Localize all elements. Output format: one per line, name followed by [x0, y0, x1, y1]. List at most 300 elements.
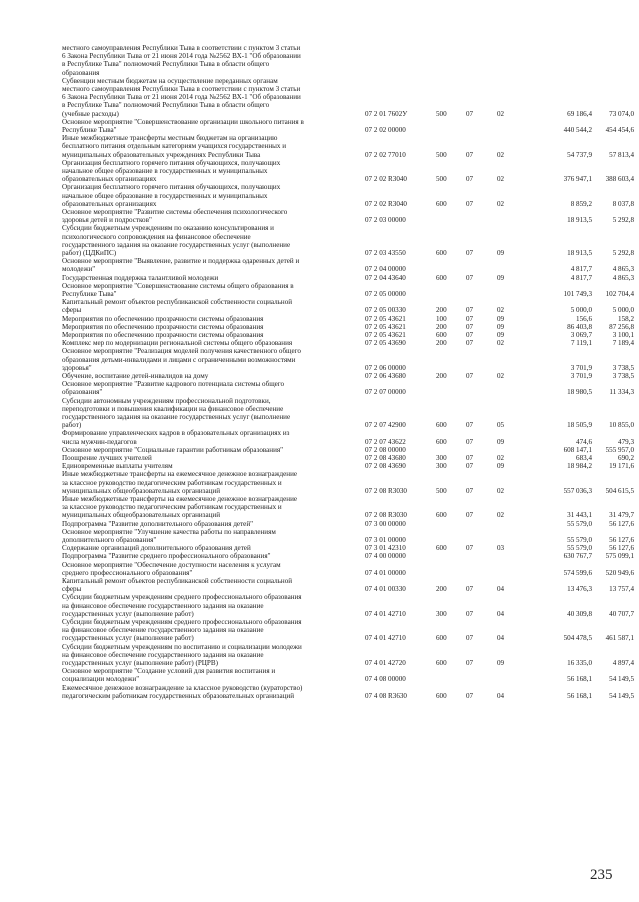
amount-year-1: 55 579,0	[567, 535, 592, 544]
description-line: Единовременные выплаты учителям	[62, 462, 173, 471]
description-line: Организация бесплатного горячего питания обучающихся, получающих	[62, 183, 281, 192]
amount-year-2: 388 603,4	[605, 175, 634, 184]
amount-year-2: 5 000,0	[612, 306, 634, 315]
description-line: Содержание организаций дополнительного образования детей	[62, 544, 251, 553]
table-row	[0, 577, 639, 593]
table-row	[0, 315, 639, 323]
row-description	[62, 331, 358, 339]
row-description	[62, 224, 358, 257]
row-description	[62, 454, 358, 462]
amount-year-1: 7 119,1	[570, 339, 592, 348]
row-description	[62, 257, 358, 273]
table-row	[0, 380, 639, 396]
amount-year-2: 54 149,5	[609, 691, 634, 700]
section: 07	[466, 248, 474, 257]
row-description	[62, 552, 358, 560]
row-description	[62, 315, 358, 323]
amount-year-1: 31 443,1	[567, 511, 592, 520]
table-row	[0, 446, 639, 454]
description-line: образования детьми-инвалидами и лицами с ограниченными возможностями	[62, 355, 296, 364]
table-row	[0, 257, 639, 273]
budget-code: 07 2 05 43621	[365, 314, 406, 323]
amount-year-2: 479,3	[618, 437, 634, 446]
amount-year-1: 18 505,9	[567, 421, 592, 430]
row-description	[62, 44, 358, 77]
row-description	[62, 323, 358, 331]
expense-type: 200	[436, 339, 447, 348]
budget-code: 07 2 05 43621	[365, 331, 406, 339]
amount-year-2: 5 292,8	[612, 216, 634, 225]
row-description	[62, 282, 358, 298]
section: 07	[466, 634, 474, 643]
expense-type: 600	[436, 691, 447, 700]
table-row	[0, 77, 639, 118]
amount-year-1: 557 036,3	[563, 486, 592, 495]
description-line: работ) (ЦДКиПС)	[62, 249, 117, 257]
table-row	[0, 462, 639, 470]
table-row	[0, 561, 639, 577]
amount-year-2: 54 149,5	[609, 675, 634, 684]
budget-code: 07 2 07 43622	[365, 437, 406, 446]
description-line: сферы	[62, 585, 82, 594]
section: 07	[466, 585, 474, 594]
description-line: в Республике Тыва" полномочий Республики Тыва в области общего	[62, 60, 270, 69]
description-line: образовательных организациях	[62, 175, 157, 184]
amount-year-1: 56 168,1	[567, 691, 592, 700]
expense-type: 600	[436, 658, 447, 667]
budget-code: 07 2 03 43550	[365, 248, 406, 257]
amount-year-1: 86 403,8	[567, 322, 592, 331]
amount-year-1: 101 749,3	[563, 289, 592, 298]
budget-code: 07 2 05 43690	[365, 339, 406, 348]
description-line: муниципальных образовательных учреждениях Республики Тыва	[62, 150, 261, 159]
description-line: Субвенции местным бюджетам на осуществление переданных органам	[62, 76, 278, 85]
amount-year-1: 4 817,7	[570, 273, 592, 282]
amount-year-1: 13 476,3	[567, 585, 592, 594]
budget-code: 07 4 01 00000	[365, 568, 406, 577]
description-line: Основное мероприятие "Обеспечение доступности населения к услугам	[62, 560, 281, 569]
table-row	[0, 183, 639, 208]
description-line: на финансовое обеспечение государственного задания на оказание	[62, 601, 264, 610]
section: 07	[466, 339, 474, 348]
budget-code: 07 2 02 77010	[365, 150, 406, 159]
row-description	[62, 544, 358, 552]
budget-code: 07 4 01 00330	[365, 585, 406, 594]
amount-year-2: 555 957,0	[605, 445, 634, 454]
description-line: Мероприятия по обеспечению прозрачности системы образования	[62, 314, 264, 323]
amount-year-2: 8 037,8	[612, 199, 634, 208]
row-description	[62, 183, 358, 208]
table-row	[0, 643, 639, 668]
table-row	[0, 323, 639, 331]
subsection: 09	[497, 437, 505, 446]
description-line: дополнительного образования"	[62, 536, 157, 544]
subsection: 05	[497, 421, 505, 430]
description-line: начальное общее образование в государственных и муниципальных	[62, 167, 268, 175]
description-line: Капитальный ремонт объектов республиканской собственности социальной	[62, 298, 293, 307]
row-description	[62, 372, 358, 380]
budget-code: 07 4 01 42710	[365, 634, 406, 643]
description-line: Основное мероприятие "Улучшение качества работы по направлениям	[62, 527, 276, 536]
description-line: Субсидии бюджетным учреждениям среднего профессионального образования	[62, 618, 302, 626]
amount-year-2: 19 171,6	[609, 462, 634, 471]
budget-code: 07 2 04 00000	[365, 265, 406, 274]
amount-year-1: 608 147,1	[563, 445, 592, 454]
subsection: 04	[497, 634, 505, 643]
row-description	[62, 118, 358, 134]
amount-year-2: 5 292,8	[612, 248, 634, 257]
description-line: Поощрение лучших учителей	[62, 454, 152, 462]
section: 07	[466, 486, 474, 495]
amount-year-1: 54 737,9	[567, 150, 592, 159]
subsection: 02	[497, 199, 505, 208]
table-row	[0, 397, 639, 430]
description-line: Субсидии бюджетным учреждениям по воспитанию и социализации молодежи	[62, 642, 302, 651]
section: 07	[466, 454, 474, 462]
amount-year-2: 31 479,7	[609, 511, 634, 520]
section: 07	[466, 544, 474, 553]
amount-year-1: 3 069,7	[570, 331, 592, 339]
section: 07	[466, 609, 474, 618]
description-line: за классное руководство педагогическим работникам государственных и	[62, 478, 282, 487]
section: 07	[466, 462, 474, 471]
subsection: 09	[497, 314, 505, 323]
table-row	[0, 159, 639, 184]
description-line: Обучение, воспитание детей-инвалидов на дому	[62, 372, 209, 380]
description-line: Основное мероприятие "Развитие системы обеспечения психологического	[62, 208, 288, 216]
description-line: Основное мероприятие "Развитие кадрового потенциала системы общего	[62, 380, 285, 389]
description-line: Субсидии бюджетным учреждениям среднего профессионального образования	[62, 593, 302, 602]
amount-year-1: 4 817,7	[570, 265, 592, 274]
subsection: 02	[497, 372, 505, 380]
expense-type: 600	[436, 199, 447, 208]
budget-code: 07 3 01 00000	[365, 535, 406, 544]
amount-year-2: 56 127,6	[609, 519, 634, 528]
description-line: переподготовки и повышения квалификации на финансовое обеспечение	[62, 404, 284, 413]
amount-year-2: 87 256,8	[609, 322, 634, 331]
amount-year-2: 3 100,1	[612, 331, 634, 339]
description-line: за классное руководство педагогическим работникам государственных и	[62, 503, 282, 512]
amount-year-1: 630 767,7	[563, 552, 592, 561]
subsection: 09	[497, 322, 505, 331]
row-description	[62, 298, 358, 314]
table-row	[0, 618, 639, 643]
description-line: 6 Закона Республики Тыва от 21 июня 2014 года №2562 ВХ-1 "Об образовании	[62, 52, 301, 61]
amount-year-1: 504 478,5	[563, 634, 592, 643]
description-line: молодежи"	[62, 265, 96, 274]
expense-type: 500	[436, 150, 447, 159]
subsection: 02	[497, 109, 505, 118]
amount-year-1: 18 984,2	[567, 462, 592, 471]
description-line: в Республике Тыва" полномочий Республики Тыва в области общего	[62, 101, 270, 110]
budget-code: 07 2 06 00000	[365, 363, 406, 372]
table-row	[0, 118, 639, 134]
table-row	[0, 44, 639, 77]
description-line: Субсидии бюджетным учреждениям по оказанию консультирования и	[62, 224, 274, 233]
table-row	[0, 208, 639, 224]
subsection: 03	[497, 544, 505, 553]
subsection: 04	[497, 691, 505, 700]
description-line: (учебные расходы)	[62, 109, 119, 118]
row-description	[62, 495, 358, 520]
amount-year-2: 40 707,7	[609, 609, 634, 618]
expense-type: 500	[436, 486, 447, 495]
amount-year-2: 158,2	[618, 314, 634, 323]
amount-year-2: 57 813,4	[609, 150, 634, 159]
subsection: 09	[497, 462, 505, 471]
amount-year-2: 3 738,5	[612, 363, 634, 372]
description-line: Подпрограмма "Развитие среднего профессионального образования"	[62, 552, 271, 561]
description-line: на финансовое обеспечение государственного задания на оказание	[62, 650, 264, 659]
budget-code: 07 3 00 00000	[365, 519, 406, 528]
description-line: государственного задания на оказание государственных услуг (выполнение	[62, 413, 291, 421]
amount-year-1: 474,6	[576, 437, 592, 446]
amount-year-2: 11 334,3	[609, 388, 634, 397]
description-line: Основное мероприятие "Совершенствование организации школьного питания в	[62, 117, 304, 126]
row-description	[62, 397, 358, 430]
section: 07	[466, 273, 474, 282]
amount-year-1: 18 980,5	[567, 388, 592, 397]
amount-year-1: 40 309,8	[567, 609, 592, 618]
amount-year-2: 461 587,1	[605, 634, 634, 643]
description-line: социализации молодежи"	[62, 675, 140, 684]
row-description	[62, 643, 358, 668]
description-line: местного самоуправления Республики Тыва в соответствии с пунктом 3 статьи	[62, 85, 301, 93]
row-description	[62, 684, 358, 700]
table-row	[0, 347, 639, 372]
description-line: Мероприятия по обеспечению прозрачности системы образования	[62, 331, 264, 339]
description-line: Основное мероприятие "Реализация моделей получения качественного общего	[62, 347, 301, 356]
amount-year-2: 56 127,6	[609, 535, 634, 544]
row-description	[62, 561, 358, 577]
budget-code: 07 2 03 00000	[365, 216, 406, 225]
subsection: 04	[497, 609, 505, 618]
expense-type: 300	[436, 609, 447, 618]
amount-year-2: 7 189,4	[612, 339, 634, 348]
table-row	[0, 339, 639, 347]
description-line: Иные межбюджетные трансферты на ежемесячное денежное вознаграждение	[62, 470, 298, 479]
description-line: Ежемесячное денежное вознаграждение за классное руководство (кураторство)	[62, 683, 303, 692]
description-line: Комплекс мер по модернизации региональной системы общего образования	[62, 339, 293, 348]
budget-code: 07 2 06 43680	[365, 372, 406, 380]
table-row	[0, 224, 639, 257]
amount-year-1: 69 186,4	[567, 109, 592, 118]
amount-year-1: 376 947,1	[563, 175, 592, 184]
amount-year-1: 56 168,1	[567, 675, 592, 684]
description-line: Мероприятия по обеспечению прозрачности системы образования	[62, 322, 264, 331]
section: 07	[466, 109, 474, 118]
section: 07	[466, 691, 474, 700]
amount-year-1: 5 000,0	[570, 306, 592, 315]
amount-year-2: 56 127,6	[609, 544, 634, 553]
section: 07	[466, 437, 474, 446]
row-description	[62, 667, 358, 683]
description-line: государственных услуг (выполнение работ)	[62, 634, 194, 643]
subsection: 02	[497, 486, 505, 495]
table-row	[0, 593, 639, 618]
description-line: Организация бесплатного горячего питания обучающихся, получающих	[62, 158, 281, 167]
expense-type: 600	[436, 273, 447, 282]
amount-year-1: 156,6	[576, 314, 592, 323]
budget-code: 07 2 04 43640	[365, 273, 406, 282]
description-line: бесплатного питания отдельным категориям учащихся государственных и	[62, 142, 287, 151]
amount-year-2: 575 099,1	[605, 552, 634, 561]
description-line: государственных услуг (выполнение работ) (РЦРВ)	[62, 659, 218, 667]
amount-year-2: 3 738,5	[612, 372, 634, 380]
table-row	[0, 470, 639, 495]
description-line: Капитальный ремонт объектов республиканской собственности социальной	[62, 577, 293, 585]
amount-year-1: 18 913,5	[567, 216, 592, 225]
description-line: муниципальных общеобразовательных организаций	[62, 486, 221, 495]
table-row	[0, 429, 639, 445]
amount-year-2: 10 855,0	[609, 421, 634, 430]
subsection: 09	[497, 248, 505, 257]
description-line: Субсидии автономным учреждениям профессиональной подготовки,	[62, 396, 271, 405]
amount-year-2: 4 865,3	[612, 265, 634, 274]
table-row	[0, 544, 639, 552]
subsection: 09	[497, 273, 505, 282]
expense-type: 300	[436, 454, 447, 462]
row-description	[62, 429, 358, 445]
expense-type: 200	[436, 306, 447, 315]
budget-code: 07 2 08 R3030	[365, 511, 407, 520]
description-line: государственных услуг (выполнение работ)	[62, 609, 194, 618]
expense-type: 200	[436, 322, 447, 331]
budget-code: 07 2 02 00000	[365, 125, 406, 134]
section: 07	[466, 421, 474, 430]
amount-year-2: 520 949,6	[605, 568, 634, 577]
expense-type: 600	[436, 437, 447, 446]
budget-code: 07 2 08 00000	[365, 445, 406, 454]
table-row	[0, 331, 639, 339]
budget-code: 07 2 02 R3040	[365, 175, 407, 184]
amount-year-2: 4 897,4	[612, 658, 634, 667]
table-row	[0, 667, 639, 683]
section: 07	[466, 150, 474, 159]
row-description	[62, 446, 358, 454]
budget-code: 07 2 05 43621	[365, 322, 406, 331]
description-line: здоровья детей и подростков"	[62, 216, 152, 225]
description-line: психологического сопровождения на финансовое обеспечение	[62, 232, 251, 241]
budget-code: 07 2 08 43690	[365, 462, 406, 471]
subsection: 09	[497, 331, 505, 339]
description-line: здоровья"	[62, 363, 92, 372]
budget-code: 07 4 01 42710	[365, 609, 406, 618]
table-row	[0, 684, 639, 700]
row-description	[62, 274, 358, 282]
subsection: 02	[497, 150, 505, 159]
section: 07	[466, 314, 474, 323]
description-line: Республике Тыва"	[62, 290, 117, 298]
amount-year-1: 683,4	[576, 454, 592, 462]
description-line: Иные межбюджетные трансферты местным бюджетам на организацию	[62, 134, 278, 143]
description-line: Формирование управленческих кадров в образовательных организациях из	[62, 429, 290, 438]
expense-type: 200	[436, 372, 447, 380]
section: 07	[466, 306, 474, 315]
subsection: 04	[497, 585, 505, 594]
amount-year-2: 690,2	[618, 454, 634, 462]
budget-code: 07 4 01 42720	[365, 658, 406, 667]
table-row	[0, 528, 639, 544]
expense-type: 600	[436, 544, 447, 553]
description-line: 6 Закона Республики Тыва от 21 июня 2014 года №2562 ВХ-1 "Об образовании	[62, 93, 301, 102]
table-row	[0, 282, 639, 298]
description-line: муниципальных общеобразовательных организаций	[62, 511, 221, 520]
amount-year-1: 55 579,0	[567, 519, 592, 528]
expense-type: 600	[436, 331, 447, 339]
row-description	[62, 347, 358, 372]
amount-year-1: 440 544,2	[563, 125, 592, 134]
amount-year-2: 102 704,4	[605, 289, 634, 298]
description-line: Государственная поддержка талантливой молодежи	[62, 273, 219, 282]
table-row	[0, 372, 639, 380]
section: 07	[466, 322, 474, 331]
table-row	[0, 274, 639, 282]
section: 07	[466, 372, 474, 380]
amount-year-2: 504 615,5	[605, 486, 634, 495]
amount-year-1: 3 701,9	[570, 363, 592, 372]
description-line: педагогическим работникам государственных образовательных организаций	[62, 691, 295, 700]
section: 07	[466, 199, 474, 208]
expense-type: 100	[436, 314, 447, 323]
description-line: среднего профессионального образования"	[62, 568, 193, 577]
amount-year-2: 4 865,3	[612, 273, 634, 282]
amount-year-1: 3 701,9	[570, 372, 592, 380]
expense-type: 300	[436, 462, 447, 471]
row-description	[62, 577, 358, 593]
section: 07	[466, 658, 474, 667]
expense-type: 500	[436, 109, 447, 118]
description-line: Иные межбюджетные трансферты на ежемесячное денежное вознаграждение	[62, 495, 298, 503]
description-line: Основное мероприятие "Создание условий для развития воспитания и	[62, 667, 276, 676]
subsection: 02	[497, 306, 505, 315]
subsection: 02	[497, 454, 505, 462]
expense-type: 600	[436, 634, 447, 643]
row-description	[62, 208, 358, 224]
row-description	[62, 159, 358, 184]
amount-year-1: 16 335,0	[567, 658, 592, 667]
expense-type: 600	[436, 511, 447, 520]
budget-code: 07 2 08 R3030	[365, 486, 407, 495]
row-description	[62, 462, 358, 470]
table-row	[0, 520, 639, 528]
description-line: начальное общее образование в государственных и муниципальных	[62, 191, 268, 200]
budget-code: 07 2 07 00000	[365, 388, 406, 397]
row-description	[62, 77, 358, 118]
section: 07	[466, 175, 474, 184]
description-line: Подпрограмма "Развитие дополнительного образования детей"	[62, 519, 254, 528]
description-line: числа мужчин-педагогов	[62, 437, 137, 446]
row-description	[62, 618, 358, 643]
subsection: 02	[497, 511, 505, 520]
subsection: 09	[497, 658, 505, 667]
amount-year-2: 73 074,0	[609, 109, 634, 118]
table-row	[0, 552, 639, 560]
budget-code: 07 4 00 00000	[365, 552, 406, 561]
table-row	[0, 454, 639, 462]
description-line: государственного задания на оказание государственных услуг (выполнение	[62, 240, 291, 249]
row-description	[62, 339, 358, 347]
table-row	[0, 298, 639, 314]
subsection: 02	[497, 339, 505, 348]
amount-year-2: 454 454,6	[605, 125, 634, 134]
row-description	[62, 470, 358, 495]
amount-year-1: 574 599,6	[563, 568, 592, 577]
budget-code: 07 4 08 R3630	[365, 691, 407, 700]
row-description	[62, 528, 358, 544]
budget-code: 07 2 05 00330	[365, 306, 406, 315]
table-row	[0, 495, 639, 520]
